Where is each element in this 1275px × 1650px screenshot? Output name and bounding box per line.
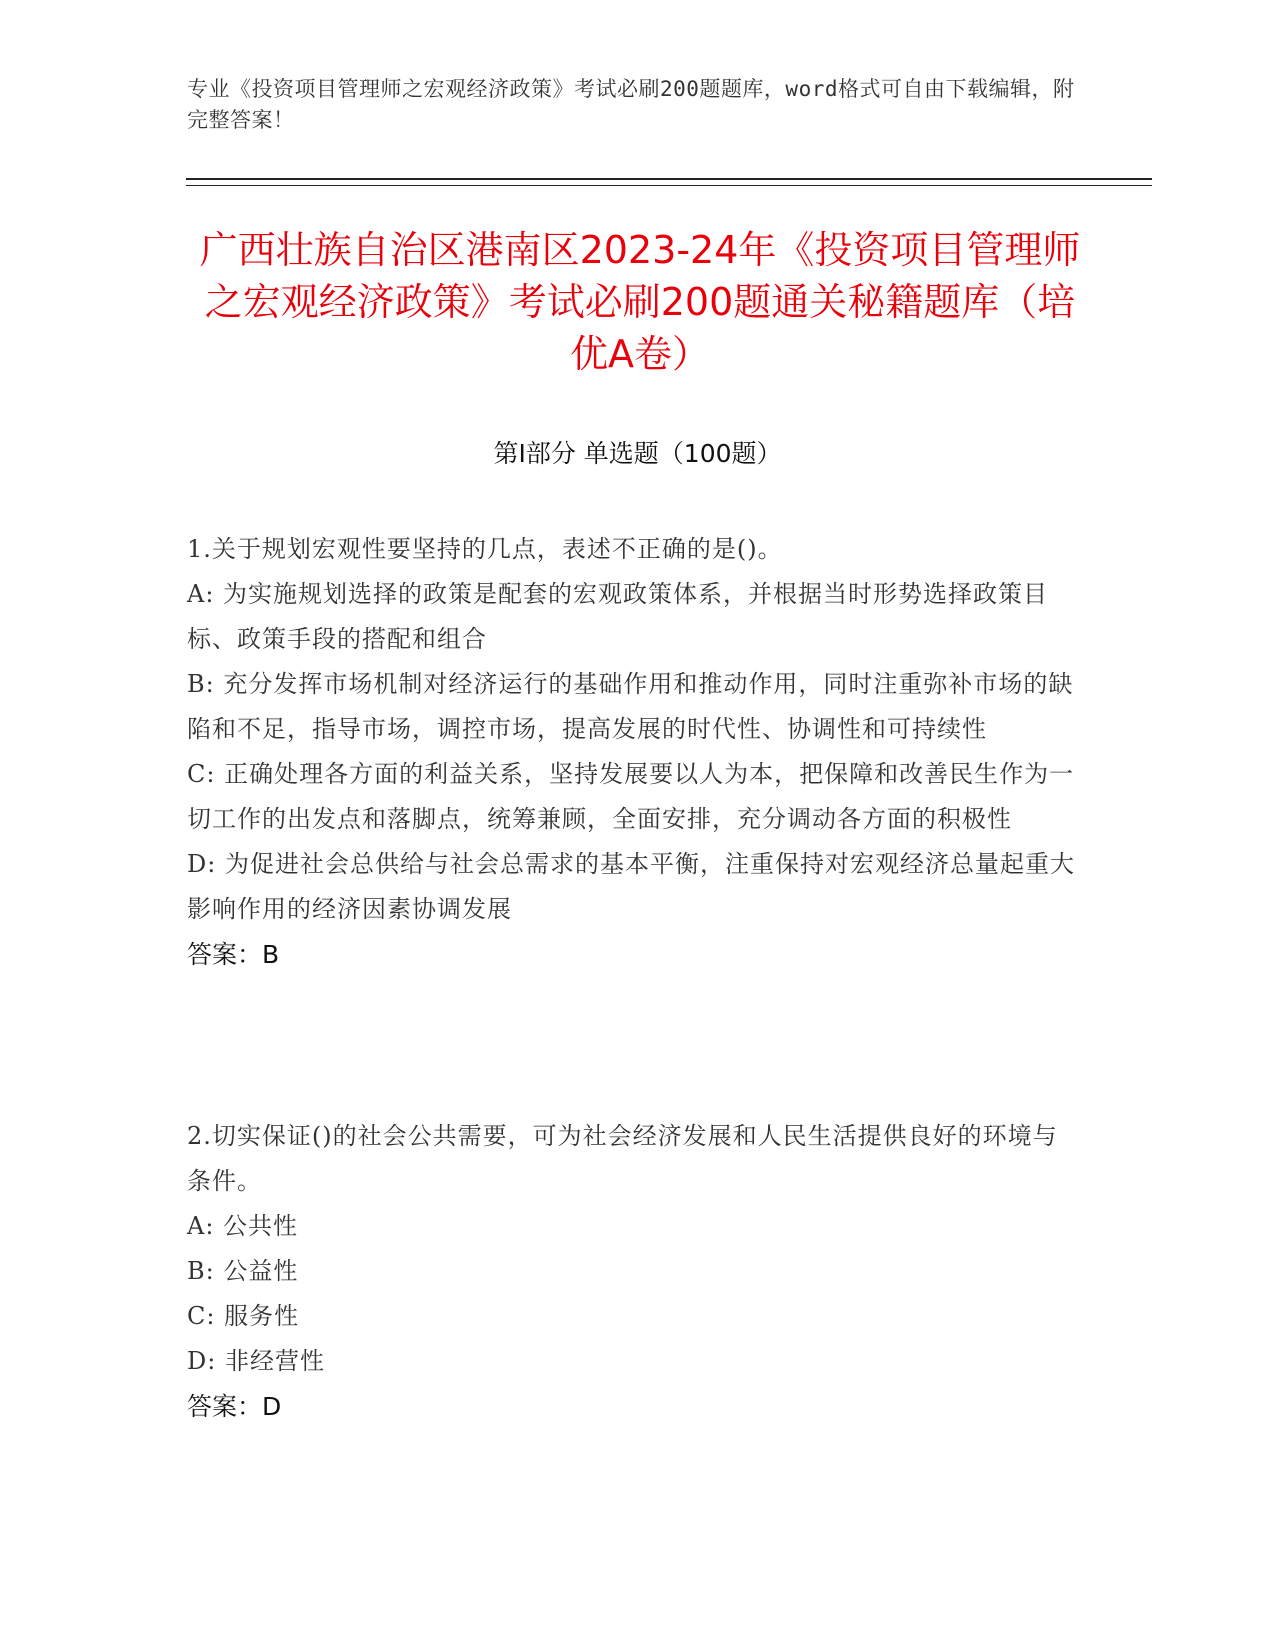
option-d: D: 为促进社会总供给与社会总需求的基本平衡，注重保持对宏观经济总量起重大影响作用的经济因素协调发展	[187, 850, 1075, 923]
question-stem: 1.关于规划宏观性要坚持的几点，表述不正确的是()。	[187, 535, 783, 563]
section-heading: 第Ⅰ部分 单选题（100题）	[493, 439, 782, 468]
answer: 答案：B	[187, 940, 280, 969]
document-title: 广西壮族自治区港南区2023-24年《投资项目管理师之宏观经济政策》考试必刷200题通关秘籍题库（培优A卷）	[199, 228, 1081, 376]
question-stem: 2.切实保证()的社会公共需要，可为社会经济发展和人民生活提供良好的环境与条件。	[187, 1122, 1058, 1195]
option-c: C: 正确处理各方面的利益关系，坚持发展要以人为本，把保障和改善民生作为一切工作的出发点和落脚点，统筹兼顾，全面安排，充分调动各方面的积极性	[187, 760, 1075, 833]
option-b: B: 公益性	[187, 1257, 299, 1285]
option-a: A: 公共性	[187, 1212, 299, 1240]
option-b: B: 充分发挥市场机制对经济运行的基础作用和推动作用，同时注重弥补市场的缺陷和不足，指导市场，调控市场，提高发展的时代性、协调性和可持续性	[187, 670, 1074, 743]
option-a: A: 为实施规划选择的政策是配套的宏观政策体系，并根据当时形势选择政策目标、政策手段的搭配和组合	[187, 580, 1049, 653]
header-divider-thin	[186, 185, 1152, 186]
header-divider-thick	[186, 178, 1152, 180]
question-2	[187, 1114, 1077, 1429]
question-1	[187, 527, 1077, 977]
header-note: 专业《投资项目管理师之宏观经济政策》考试必刷200题题库，word格式可自由下载编辑，附完整答案！	[187, 77, 1075, 132]
answer: 答案：D	[187, 1392, 282, 1421]
option-d: D: 非经营性	[187, 1347, 325, 1375]
option-c: C: 服务性	[187, 1302, 300, 1330]
